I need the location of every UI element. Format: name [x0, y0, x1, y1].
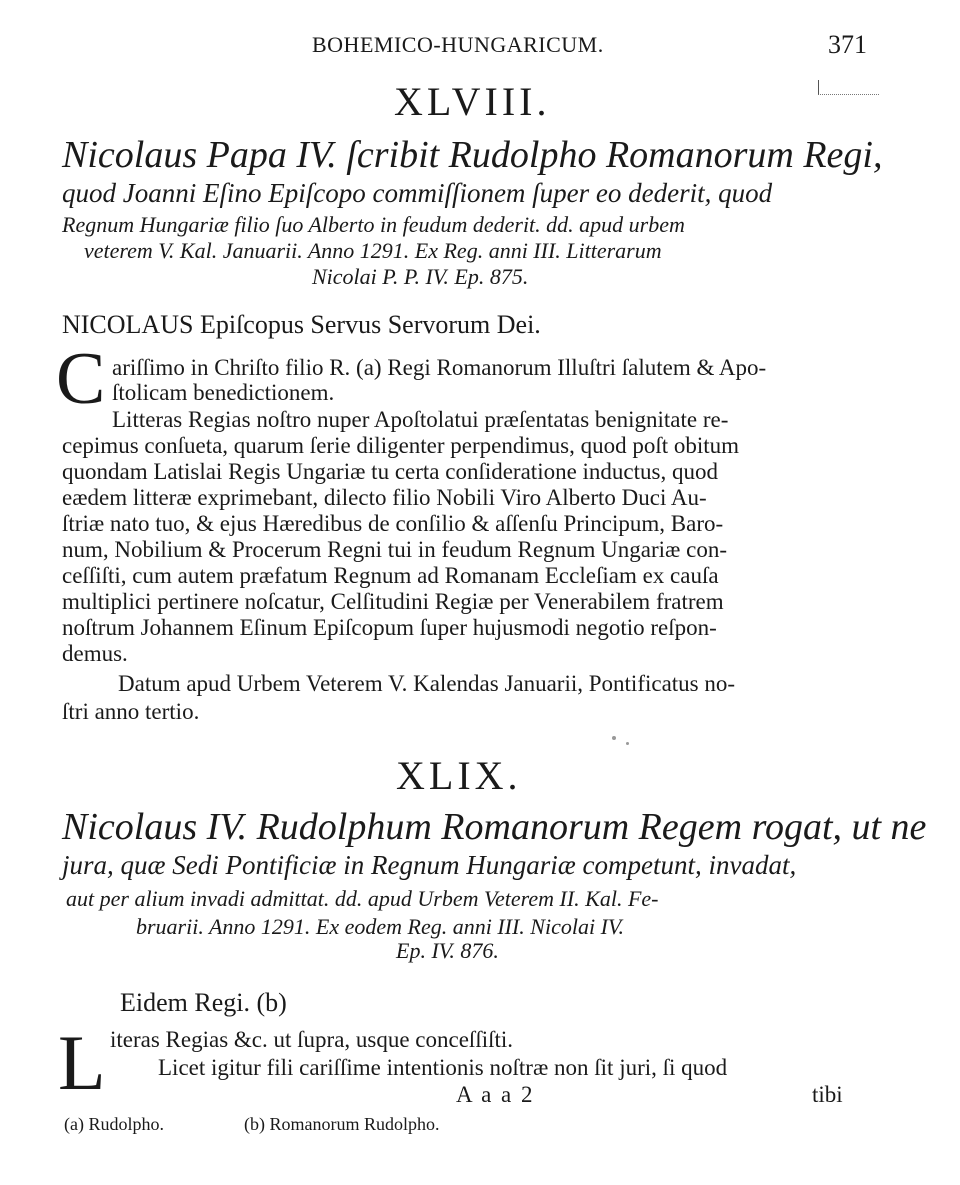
body-48-line-3: Litteras Regias noſtro nuper Apoſtolatui præſentatas benignitate re-: [112, 407, 729, 432]
signature-mark: A a a 2: [456, 1082, 535, 1107]
salutation-48: NICOLAUS Epiſcopus Servus Servorum Dei.: [62, 310, 541, 339]
drop-cap-l: L: [58, 1019, 106, 1106]
footnote-b: (b) Romanorum Rudolpho.: [244, 1114, 440, 1134]
body-48-line-2: ſtolicam benedictionem.: [112, 380, 335, 405]
body-48-line-13: Datum apud Urbem Veterem V. Kalendas Januarii, Pontificatus no-: [118, 671, 736, 696]
ink-stain: [626, 742, 629, 745]
body-49-line-1: iteras Regias &c. ut ſupra, usque conceſſiſti.: [110, 1027, 514, 1052]
drop-cap-c: C: [56, 338, 106, 420]
heading-48-line-4: veterem V. Kal. Januarii. Anno 1291. Ex Reg. anni III. Litterarum: [84, 238, 662, 263]
body-48-line-9: ceſſiſti, cum autem præfatum Regnum ad Romanam Eccleſiam ex cauſa: [62, 563, 719, 588]
body-48-line-1: ariſſimo in Chriſto filio R. (a) Regi Romanorum Illuſtri ſalutem & Apo-: [112, 355, 767, 380]
document-numeral-49: XLIX.: [396, 753, 522, 798]
running-head: BOHEMICO-HUNGARICUM.: [312, 32, 604, 57]
body-48-line-11: noſtrum Johannem Eſinum Epiſcopum ſuper hujusmodi negotio reſpon-: [62, 615, 717, 640]
body-49-line-2: Licet igitur fili cariſſime intentionis noſtræ non ſit juri, ſi quod: [158, 1055, 728, 1080]
heading-48-line-2: quod Joanni Eſino Epiſcopo commiſſionem ſuper eo dederit, quod: [62, 178, 773, 208]
body-48-line-5: quondam Latislai Regis Ungariæ tu certa conſideratione inductus, quod: [62, 459, 718, 484]
heading-48-line-3: Regnum Hungariæ filio ſuo Alberto in feudum dederit. dd. apud urbem: [62, 212, 685, 237]
heading-49-line-5: Ep. IV. 876.: [396, 938, 499, 963]
page-number-mark: [818, 80, 879, 95]
page-number: 371: [828, 30, 867, 59]
body-48-line-10: multiplici pertinere noſcatur, Celſitudini Regiæ per Venerabilem fratrem: [62, 589, 724, 614]
body-48-line-8: num, Nobilium & Procerum Regni tui in feudum Regnum Ungariæ con-: [62, 537, 728, 562]
body-48-line-14: ſtri anno tertio.: [62, 699, 200, 724]
catchword: tibi: [812, 1082, 843, 1107]
heading-48-line-5: Nicolai P. P. IV. Ep. 875.: [312, 264, 529, 289]
heading-49-line-1: Nicolaus IV. Rudolphum Romanorum Regem rogat, ut ne: [62, 806, 927, 848]
salutation-49: Eidem Regi. (b): [120, 988, 287, 1017]
heading-49-line-3: aut per alium invadi admittat. dd. apud Urbem Veterem II. Kal. Fe-: [66, 886, 659, 911]
heading-48-line-1: Nicolaus Papa IV. ſcribit Rudolpho Romanorum Regi,: [62, 134, 883, 176]
body-48-line-6: eædem litteræ exprimebant, dilecto filio Nobili Viro Alberto Duci Au-: [62, 485, 707, 510]
body-48-line-4: cepimus conſueta, quarum ſerie diligenter perpendimus, quod poſt obitum: [62, 433, 740, 458]
ink-stain: [612, 736, 616, 740]
document-numeral-48: XLVIII.: [394, 79, 551, 124]
footnote-a: (a) Rudolpho.: [64, 1114, 164, 1134]
body-48-line-7: ſtriæ nato tuo, & ejus Hæredibus de conſilio & aſſenſu Principum, Baro-: [62, 511, 724, 536]
body-48-line-12: demus.: [62, 641, 128, 666]
heading-49-line-2: jura, quæ Sedi Pontificiæ in Regnum Hungariæ competunt, invadat,: [62, 850, 797, 880]
heading-49-line-4: bruarii. Anno 1291. Ex eodem Reg. anni III. Nicolai IV.: [136, 914, 625, 939]
